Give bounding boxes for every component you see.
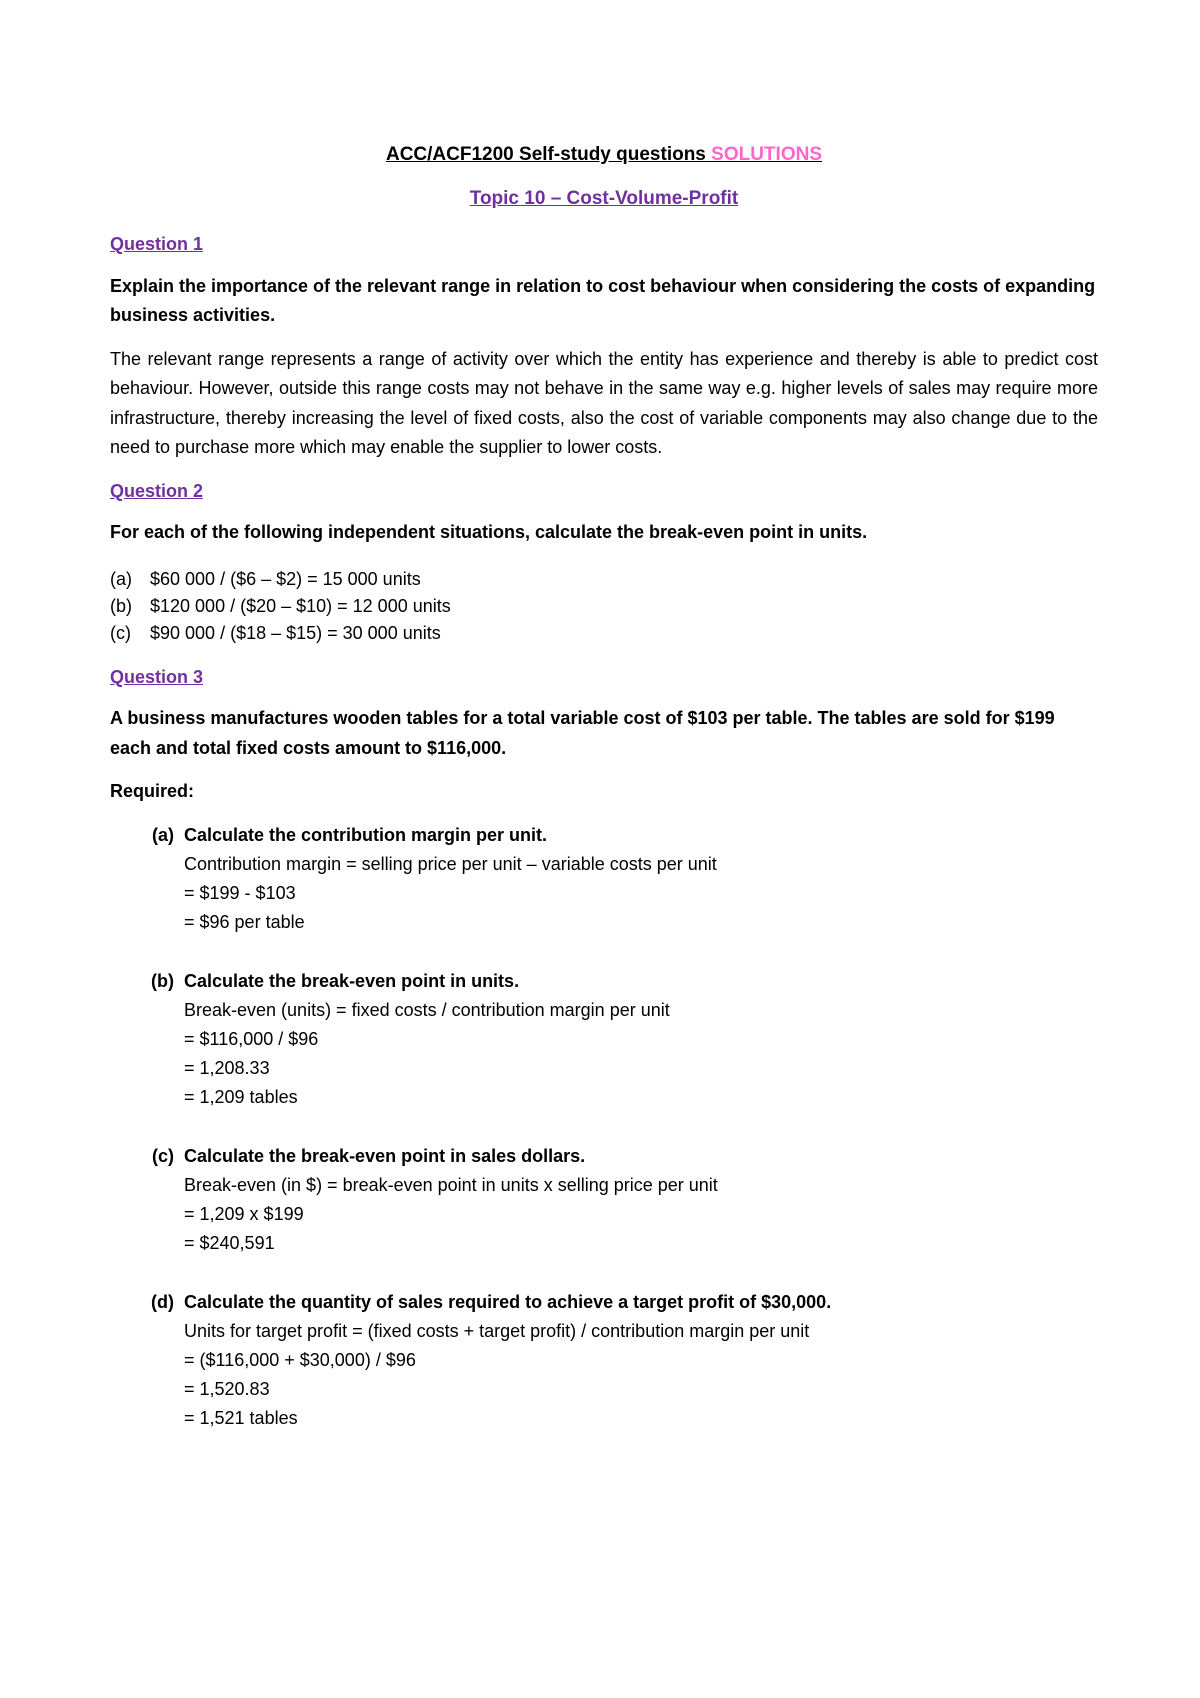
question-2-answers	[110, 566, 1098, 647]
part-line: Break-even (units) = fixed costs / contribution margin per unit	[184, 999, 670, 1020]
list-item	[110, 593, 1098, 620]
part-line: = 1,208.33	[184, 1057, 270, 1078]
part-line: = 1,209 x $199	[184, 1203, 304, 1224]
part-line: = $199 - $103	[184, 882, 296, 903]
part-c	[110, 1142, 1098, 1258]
part-label: (c)	[152, 1145, 174, 1166]
item-text: $60 000 / ($6 – $2) = 15 000 units	[150, 568, 421, 589]
part-line: = ($116,000 + $30,000) / $96	[184, 1349, 416, 1370]
part-b	[110, 967, 1098, 1112]
part-prompt: Calculate the break-even point in sales dollars.	[184, 1145, 586, 1166]
part-d	[110, 1288, 1098, 1433]
question-3-heading: Question 3	[110, 666, 204, 687]
part-label: (a)	[152, 824, 174, 845]
part-line: = 1,521 tables	[184, 1407, 298, 1428]
part-a	[110, 821, 1098, 937]
required-label: Required:	[110, 781, 195, 801]
part-label: (b)	[151, 970, 174, 991]
part-line: Units for target profit = (fixed costs + target profit) / contribution margin per unit	[184, 1320, 810, 1341]
part-line: = $240,591	[184, 1232, 275, 1253]
list-item	[110, 566, 1098, 593]
document-title	[110, 140, 1098, 170]
part-prompt: Calculate the break-even point in units.	[184, 970, 520, 991]
part-label: (d)	[151, 1291, 174, 1312]
title-main: ACC/ACF1200 Self-study questions	[385, 144, 712, 165]
part-line: = $116,000 / $96	[184, 1028, 319, 1049]
part-line: = 1,520.83	[184, 1378, 270, 1399]
question-2-text: For each of the following independent situations, calculate the break-even point in units.	[110, 522, 868, 542]
item-text: $90 000 / ($18 – $15) = 30 000 units	[150, 622, 441, 643]
part-line: = $96 per table	[184, 911, 305, 932]
item-text: $120 000 / ($20 – $10) = 12 000 units	[150, 595, 451, 616]
list-item	[110, 620, 1098, 647]
item-label: (a)	[110, 568, 132, 589]
item-label: (c)	[110, 622, 131, 643]
part-line: Break-even (in $) = break-even point in units x selling price per unit	[184, 1174, 718, 1195]
question-1-answer: The relevant range represents a range of activity over which the entity has experience and thereby is able to predict cost behaviour. However, outside this range costs may not behave in the same way e.g. higher levels of sales may require more infrastructure, thereby increasing the level of fixed costs, also the cost of variable components may also change due to the need to purchase more which may enable the supplier to lower costs.	[110, 348, 1098, 457]
title-highlight: SOLUTIONS	[711, 144, 822, 165]
question-1-text: Explain the importance of the relevant range in relation to cost behaviour when considering the costs of expanding business activities.	[110, 275, 1096, 325]
part-line: Contribution margin = selling price per unit – variable costs per unit	[184, 853, 717, 874]
item-label: (b)	[110, 595, 132, 616]
question-3-text: A business manufactures wooden tables for a total variable cost of $103 per table. The tables are sold for $199 each and total fixed costs amount to $116,000.	[110, 708, 1055, 758]
topic-title: Topic 10 – Cost-Volume-Profit	[469, 188, 739, 209]
part-prompt: Calculate the quantity of sales required to achieve a target profit of $30,000.	[184, 1291, 832, 1312]
question-2-heading: Question 2	[110, 480, 204, 501]
part-prompt: Calculate the contribution margin per unit.	[184, 824, 548, 845]
document-page	[110, 140, 1098, 1463]
question-1-heading: Question 1	[110, 234, 204, 254]
part-line: = 1,209 tables	[184, 1086, 298, 1107]
